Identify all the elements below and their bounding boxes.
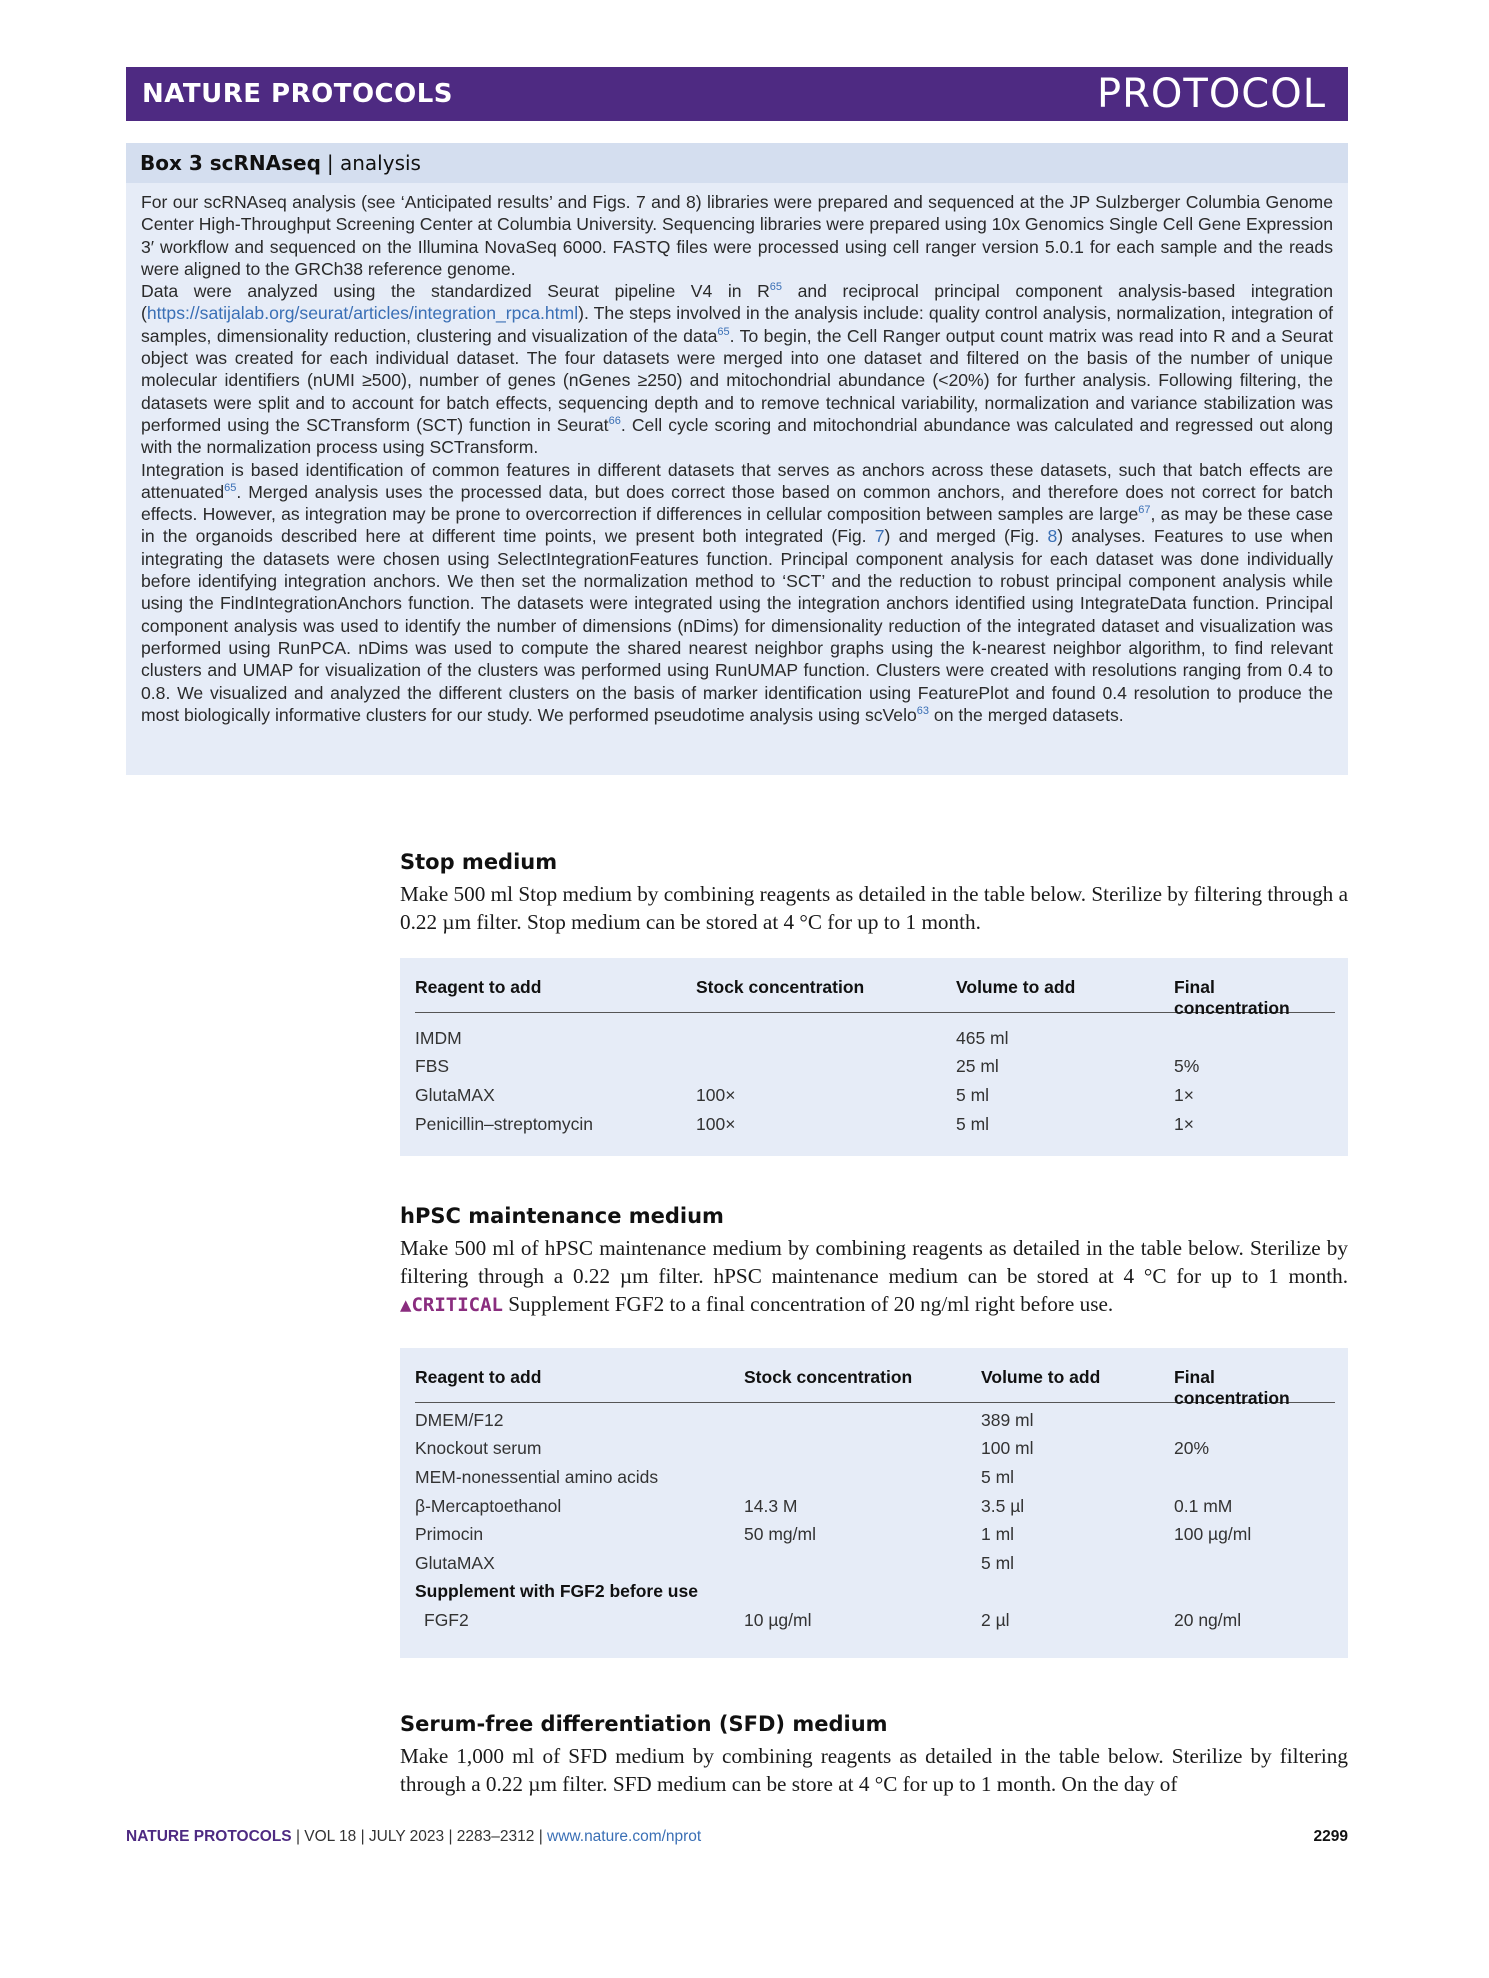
fig-7-link[interactable]: 7	[874, 526, 885, 547]
cell: IMDM	[415, 1028, 462, 1048]
cell: β-Mercaptoethanol	[415, 1496, 562, 1516]
sfd-medium-heading: Serum-free differentiation (SFD) medium	[400, 1712, 888, 1736]
hpsc-medium-paragraph	[400, 1234, 1348, 1319]
text-span: Integration is based identification of common features in different datasets that serves as anchors across these datasets, such that batch effects are attenuated	[141, 459, 1333, 502]
text-span: ) analyses. Features to use when integrating the datasets were chosen using SelectIntegrationFeatures function. Principal component analysis for each dataset was done individually before identifying integration anchors. We then set the normalization method to ‘SCT’ and the reduction to robust principal component analysis while using the FindIntegrationAnchors function. The datasets were integrated using the integration anchors identified using IntegrateData function. Principal component analysis was used to identify the number of dimensions (nDims) for dimensionality reduction of the integrated dataset and visualization was performed using RunPCA. nDims was used to compute the shared nearest neighbor graphs using the k-nearest neighbor algorithm, to find relevant clusters and UMAP for visualization of the clusters was performed using RunUMAP function. Clusters were created with resolutions ranging from 0.4 to 0.8. We visualized and analyzed the different clusters on the basis of marker identification using FeaturePlot and found 0.4 resolution to produce the most biologically informative clusters for our study. We performed pseudotime analysis using scVelo	[141, 526, 1334, 725]
cell: MEM-nonessential amino acids	[415, 1467, 659, 1487]
cell: 465 ml	[956, 1028, 1009, 1048]
ref-65[interactable]: 65	[717, 325, 730, 338]
cell: 20 ng/ml	[1174, 1610, 1242, 1630]
cell: 5 ml	[981, 1467, 1015, 1487]
cell: 0.1 mM	[1174, 1496, 1233, 1516]
col-reagent: Reagent to add	[415, 977, 542, 997]
ref-63[interactable]: 63	[916, 704, 930, 717]
col-stock: Stock concentration	[744, 1367, 913, 1387]
table-row	[415, 1438, 1335, 1466]
cell: 5 ml	[956, 1114, 990, 1134]
table-row	[415, 1496, 1335, 1524]
fig-8-link[interactable]: 8	[1047, 526, 1058, 547]
table-row	[415, 1524, 1335, 1552]
hpsc-medium-heading: hPSC maintenance medium	[400, 1204, 724, 1228]
fgf2-subheading: Supplement with FGF2 before use	[415, 1581, 698, 1601]
cell: 5 ml	[956, 1085, 990, 1105]
table-row	[415, 1028, 1335, 1056]
table-row	[415, 1085, 1335, 1113]
box-paragraph-1: For our scRNAseq analysis (see ‘Anticipated results’ and Figs. 7 and 8) libraries were prepared and sequenced at the JP Sulzberger Columbia Genome Center High-Throughput Screening Center at Columbia University. Sequencing libraries were prepared using 10x Genomics Single Cell Gene Expression 3′ workflow and sequenced on the Illumina NovaSeq 6000. FASTQ files were processed using cell ranger version 5.0.1 for each sample and the reads were aligned to the GRCh38 reference genome.	[141, 192, 1333, 279]
cell: 389 ml	[981, 1410, 1034, 1430]
text-span: . Merged analysis uses the processed data, but does correct those based on common anchors, and therefore does not correct for batch effects. However, as integration may be prone to overcorrection if differences in cellular composition between samples are large	[141, 481, 1333, 525]
cell: 100 µg/ml	[1174, 1524, 1252, 1544]
cell: 25 ml	[956, 1056, 999, 1076]
text-span: ) and merged (Fig.	[884, 526, 1048, 547]
footer-journal: NATURE PROTOCOLS	[126, 1828, 292, 1845]
box-paragraph-3	[141, 459, 1333, 727]
text-span: . Cell cycle scoring and mitochondrial abundance was calculated and regressed out along with the normalization process using SCTransform.	[141, 414, 1333, 458]
ref-65[interactable]: 65	[769, 281, 783, 294]
cell: Penicillin–streptomycin	[415, 1114, 593, 1134]
box-title	[126, 143, 1348, 183]
cell: 3.5 µl	[981, 1496, 1025, 1516]
cell: Primocin	[415, 1524, 484, 1544]
cell: 100×	[696, 1114, 736, 1134]
box-title-bold: Box 3 scRNAseq	[140, 151, 321, 175]
cell: 1×	[1174, 1085, 1194, 1105]
col-reagent: Reagent to add	[415, 1367, 542, 1387]
ref-67[interactable]: 67	[1138, 504, 1151, 517]
col-stock: Stock concentration	[696, 977, 865, 997]
table-header	[415, 1348, 1335, 1408]
cell: 20%	[1174, 1438, 1210, 1458]
col-volume: Volume to add	[981, 1367, 1101, 1387]
cell: GlutaMAX	[415, 1553, 495, 1573]
col-final: Final concentration	[1174, 1367, 1290, 1408]
table-row	[415, 1410, 1335, 1438]
col-volume: Volume to add	[956, 977, 1076, 997]
table-row	[415, 1056, 1335, 1084]
box-3	[126, 143, 1348, 775]
cell: 5%	[1174, 1056, 1200, 1076]
page-footer	[126, 1828, 1348, 1846]
sfd-medium-text	[400, 1742, 1348, 1798]
cell: 2 µl	[981, 1610, 1010, 1630]
text-span: ). The steps involved in the analysis include: quality control analysis, normalization, integration of samples, dimensionality reduction, clustering and visualization of the data	[141, 303, 1333, 346]
stop-medium-text	[400, 880, 1348, 936]
table-row	[415, 1553, 1335, 1581]
footer-citation	[126, 1828, 701, 1846]
hpsc-medium-table	[400, 1348, 1348, 1658]
text-span: Supplement FGF2 to a final concentration of 20 ng/ml right before use.	[502, 1292, 1114, 1316]
table-header	[415, 958, 1335, 1018]
cell: 5 ml	[981, 1553, 1015, 1573]
hpsc-medium-text	[400, 1234, 1348, 1319]
running-header	[126, 67, 1348, 121]
cell: FBS	[415, 1056, 450, 1076]
stop-medium-table	[400, 958, 1348, 1156]
cell: 1×	[1174, 1114, 1194, 1134]
journal-name: NATURE PROTOCOLS	[142, 79, 454, 109]
cell: 10 µg/ml	[744, 1610, 812, 1630]
cell: 1 ml	[981, 1524, 1015, 1544]
text-span: Make 500 ml of hPSC maintenance medium by combining reagents as detailed in the table below. Sterilize by filtering through a 0.22 µm filter. hPSC maintenance medium can be stored at 4 °C for up to 1 month.	[400, 1236, 1348, 1288]
cell: GlutaMAX	[415, 1085, 495, 1105]
box-body	[126, 183, 1348, 726]
critical-label: ▲CRITICAL	[400, 1294, 503, 1316]
cell: 100 ml	[981, 1438, 1034, 1458]
stop-medium-paragraph: Make 500 ml Stop medium by combining reagents as detailed in the table below. Sterilize by filtering through a 0.22 µm filter. Stop medium can be stored at 4 °C for up to 1 month.	[400, 882, 1348, 934]
text-span: Data were analyzed using the standardized Seurat pipeline V4 in R	[141, 281, 770, 302]
text-span: on the merged datasets.	[929, 704, 1124, 725]
footer-url[interactable]: www.nature.com/nprot	[547, 1828, 702, 1845]
table-row	[415, 1610, 1335, 1638]
text-span: and reciprocal principal component analysis-based integration (	[141, 281, 1333, 324]
cell: 50 mg/ml	[744, 1524, 816, 1544]
cell: 100×	[696, 1085, 736, 1105]
sfd-medium-paragraph: Make 1,000 ml of SFD medium by combining reagents as detailed in the table below. Sterilize by filtering through a 0.22 µm filter. SFD medium can be store at 4 °C for up to 1 month. On the day of	[400, 1744, 1348, 1796]
text-span: , as may be these case in the organoids described here at different time points, we present both integrated (Fig.	[141, 504, 1333, 547]
rpca-link[interactable]: https://satijalab.org/seurat/articles/integration_rpca.html	[146, 303, 579, 324]
table-row	[415, 1114, 1335, 1142]
page-number: 2299	[1313, 1828, 1348, 1845]
stop-medium-heading: Stop medium	[400, 850, 558, 874]
ref-65[interactable]: 65	[224, 482, 237, 494]
table-row	[415, 1467, 1335, 1495]
cell: DMEM/F12	[415, 1410, 504, 1430]
cell: 14.3 M	[744, 1496, 798, 1516]
box-paragraph-2	[141, 280, 1333, 458]
cell: FGF2	[424, 1610, 469, 1630]
footer-meta: | VOL 18 | JULY 2023 | 2283–2312 |	[291, 1828, 548, 1845]
col-final: Final concentration	[1174, 977, 1290, 1018]
text-span: . To begin, the Cell Ranger output count matrix was read into R and a Seurat object was created for each individual dataset. The four datasets were merged into one dataset and filtered on the basis of the number of unique molecular identifiers (nUMI ≥500), number of genes (nGenes ≥250) and mitochondrial abundance (<20%) for further analysis. Following filtering, the datasets were split and to account for batch effects, sequencing depth and to remove technical variability, normalization and variance stabilization was performed using the SCTransform (SCT) function in Seurat	[141, 325, 1333, 435]
box-title-rest: | analysis	[326, 151, 421, 175]
cell: Knockout serum	[415, 1438, 542, 1458]
ref-66[interactable]: 66	[608, 415, 621, 428]
article-type: PROTOCOL	[1096, 71, 1326, 117]
